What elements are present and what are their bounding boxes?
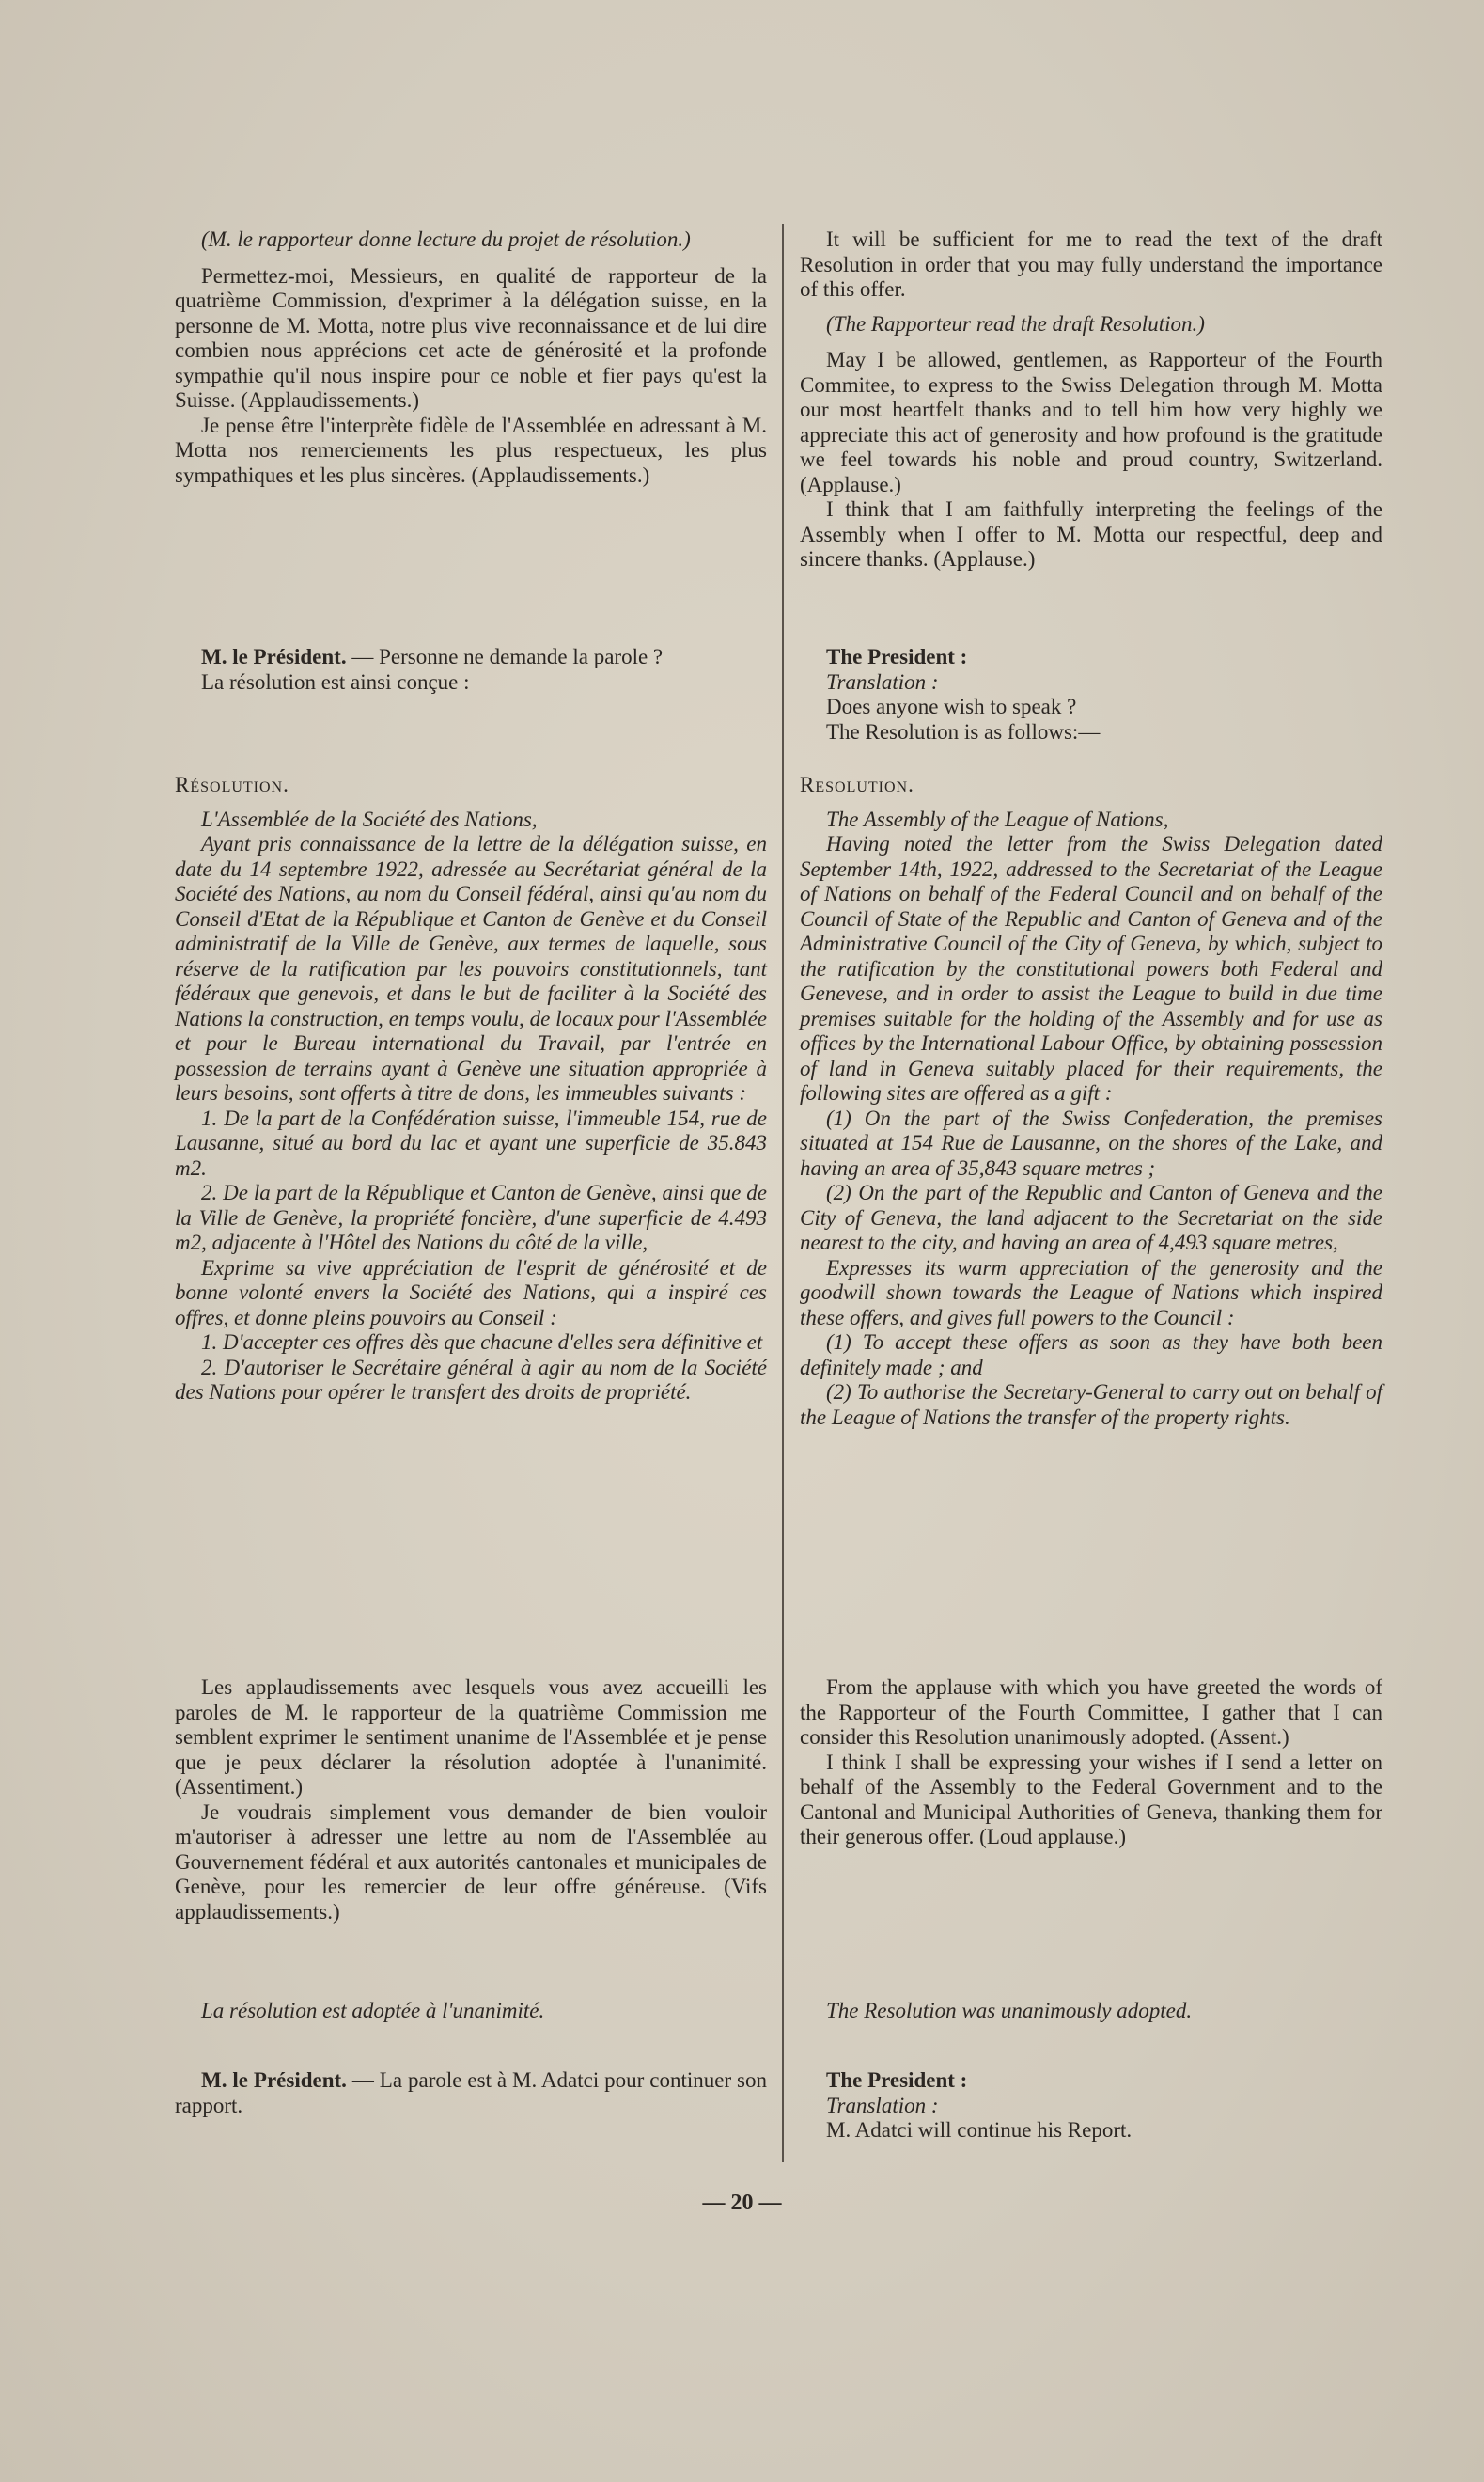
en-res-paragraph-6: (1) To accept these offers as soon as they have both been definitely made ; and	[800, 1330, 1382, 1379]
fr-res-paragraph-3: 1. De la part de la Confédération suisse, l'immeuble 154, rue de Lausanne, situé au bord du lac et ayant une superficie de 35.843 m2.	[175, 1106, 767, 1180]
fr-res-paragraph-1: L'Assemblée de la Société des Nations,	[201, 807, 538, 831]
en-adopted-block	[800, 1999, 1382, 2024]
en-intro-paragraph-2: I think that I am faithfully interpreting the feelings of the Assembly when I offer to M. Motta our respectful, deep and sincere thanks. (Applause.)	[800, 497, 1382, 571]
en-intro	[800, 228, 1382, 573]
fr-res-paragraph-5: Exprime sa vive appréciation de l'esprit de générosité et de bonne volonté envers la Société des Nations, qui a inspiré ces offres, et donne pleins pouvoirs au Conseil :	[175, 1255, 767, 1329]
en-res-paragraph-1: The Assembly of the League of Nations,	[826, 807, 1169, 831]
en-intro-paragraph-0: It will be sufficient for me to read the text of the draft Resolution in order that you may fully understand the importance of this offer.	[800, 228, 1382, 301]
en-president-line1: Does anyone wish to speak ?	[826, 695, 1077, 718]
fr-resolution-heading: Résolution.	[175, 773, 289, 796]
fr-president-speaker: M. le Président.	[201, 645, 347, 668]
fr-res-paragraph-4: 2. De la part de la République et Canton de Genève, ainsi que de la Ville de Genève, la propriété foncière, d'une superficie de 4.493 m2, adjacente à l'Hôtel des Nations du côté de la ville,	[175, 1181, 767, 1254]
fr-resolution	[175, 773, 767, 1406]
fr-res-paragraph-6: 1. D'accepter ces offres dès que chacune d'elles sera définitive et	[201, 1330, 763, 1354]
en-president-translation: Translation :	[826, 669, 939, 694]
fr-president-line2: La résolution est ainsi conçue :	[201, 669, 470, 694]
en-res-paragraph-4: (2) On the part of the Republic and Canton of Geneva and the City of Geneva, the land adjacent to the Secretariat on the side nearest to the city, and having an area of 4,493 square metres,	[800, 1181, 1382, 1254]
en-final-speaker: The President :	[826, 2068, 968, 2092]
page-number: — 20 —	[702, 2191, 782, 2215]
en-final-block	[800, 2068, 1382, 2144]
fr-after-paragraph-2: Je voudrais simplement vous demander de bien vouloir m'autoriser à adresser une lettre au nom de l'Assemblée au Gouvernement fédéral et aux autorités cantonales et municipales de Genève, pour les remercier de leur offre généreuse. (Vifs applaudissements.)	[175, 1799, 767, 1924]
en-res-paragraph-7: (2) To authorise the Secretary-General to carry out on behalf of the League of Nations the transfer of the property rights.	[800, 1380, 1382, 1429]
en-president-line2: The Resolution is as follows:—	[826, 719, 1101, 744]
en-intro-paragraph-1: May I be allowed, gentlemen, as Rapporteur of the Fourth Commitee, to express to the Swiss Delegation through M. Motta our most heartfelt thanks and to tell him how very highly we appreciate this act of generosity and how profound is the gratitude we feel towards his noble and proud country, Switzerland. (Applause.)	[800, 348, 1382, 496]
fr-final-block	[175, 2068, 767, 2118]
fr-final-text: — La parole est à M. Adatci pour continuer son rapport.	[175, 2068, 767, 2117]
en-stage-direction: (The Rapporteur read the draft Resolution.)	[826, 311, 1205, 336]
en-after-paragraph-1: From the applause with which you have greeted the words of the Rapporteur of the Fourth Committee, I gather that I can consider this Resolution unanimously adopted. (Assent.)	[800, 1675, 1382, 1749]
column-divider	[782, 224, 784, 2162]
fr-stage-direction: (M. le rapporteur donne lecture du projet de résolution.)	[201, 228, 691, 251]
fr-res-paragraph-2: Ayant pris connaissance de la lettre de la délégation suisse, en date du 14 septembre 1922, adressée au Secrétariat général de la Société des Nations, au nom du Conseil fédéral, ainsi qu'au nom du Conseil d'Etat de la République et Canton de Genève et du Conseil administratif de la Ville de Genève, aux termes de laquelle, sous réserve de la ratification par les pouvoirs constitutionnels, tant fédéraux que genevois, et dans le but de faciliter à la Société des Nations la construction, en temps voulu, de locaux pour l'Assemblée et pour le Bureau international du Travail, par l'entrée en possession de terrains ayant à Genève une situation appropriée à leurs besoins, sont offerts à titre de dons, les immeubles suivants :	[175, 832, 767, 1105]
fr-president-block	[175, 645, 767, 695]
fr-adopted-note: La résolution est adoptée à l'unanimité.	[201, 1999, 545, 2022]
en-after-resolution	[800, 1675, 1382, 1850]
en-president-speaker: The President :	[826, 645, 968, 668]
en-final-translation: Translation :	[826, 2093, 939, 2117]
en-adopted-note: The Resolution was unanimously adopted.	[826, 1999, 1193, 2022]
en-final-line: M. Adatci will continue his Report.	[826, 2118, 1133, 2142]
fr-final-speaker: M. le Président.	[201, 2068, 347, 2092]
en-resolution-heading: Resolution.	[800, 773, 914, 796]
fr-president-text: — Personne ne demande la parole ?	[346, 645, 664, 668]
fr-intro-paragraph-1: Permettez-moi, Messieurs, en qualité de rapporteur de la quatrième Commission, d'exprimer à la délégation suisse, en la personne de M. Motta, notre plus vive reconnaissance et de lui dire combien nous apprécions cet acte de générosité et la profonde sympathie qu'il nous inspire pour ce noble et fier pays qu'est la Suisse. (Applaudissements.)	[175, 263, 767, 412]
fr-intro-paragraph-2: Je pense être l'interprète fidèle de l'Assemblée en adressant à M. Motta nos remerciements les plus respectueux, les plus sympathiques et les plus sincères. (Applaudissements.)	[175, 413, 767, 487]
en-res-paragraph-5: Expresses its warm appreciation of the generosity and the goodwill shown towards the League of Nations which inspired these offers, and gives full powers to the Council :	[800, 1255, 1382, 1329]
fr-after-paragraph-1: Les applaudissements avec lesquels vous avez accueilli les paroles de M. le rapporteur de la quatrième Commission me semblent exprimer le sentiment unanime de l'Assemblée et je pense que je peux déclarer la résolution adoptée à l'unanimité. (Assentiment.)	[175, 1675, 767, 1799]
fr-after-resolution	[175, 1675, 767, 1924]
en-after-paragraph-2: I think I shall be expressing your wishes if I send a letter on behalf of the Assembly to the Federal Government and to the Cantonal and Municipal Authorities of Geneva, thanking them for their generous offer. (Loud applause.)	[800, 1750, 1382, 1848]
fr-res-paragraph-7: 2. D'autoriser le Secrétaire général à agir au nom de la Société des Nations pour opérer le transfert des droits de propriété.	[175, 1355, 767, 1404]
en-president-block	[800, 645, 1382, 745]
en-resolution	[800, 773, 1382, 1430]
fr-intro	[175, 228, 767, 488]
fr-adopted-block	[175, 1999, 767, 2024]
en-res-paragraph-3: (1) On the part of the Swiss Confederation, the premises situated at 154 Rue de Lausanne, on the shores of the Lake, and having an area of 35,843 square metres ;	[800, 1106, 1382, 1180]
en-res-paragraph-2: Having noted the letter from the Swiss Delegation dated September 14th, 1922, addressed to the Secretariat of the League of Nations on behalf of the Federal Council and on behalf of the Council of State of the Republic and Canton of Geneva and of the Administrative Council of the City of Geneva, by which, subject to the ratification by the constitutional powers both Federal and Genevese, and in order to assist the League to build in due time premises suitable for the holding of the Assembly and for use as offices by the International Labour Office, by obtaining possession of land in Geneva suitably placed for their requirements, the following sites are offered as a gift :	[800, 832, 1382, 1105]
